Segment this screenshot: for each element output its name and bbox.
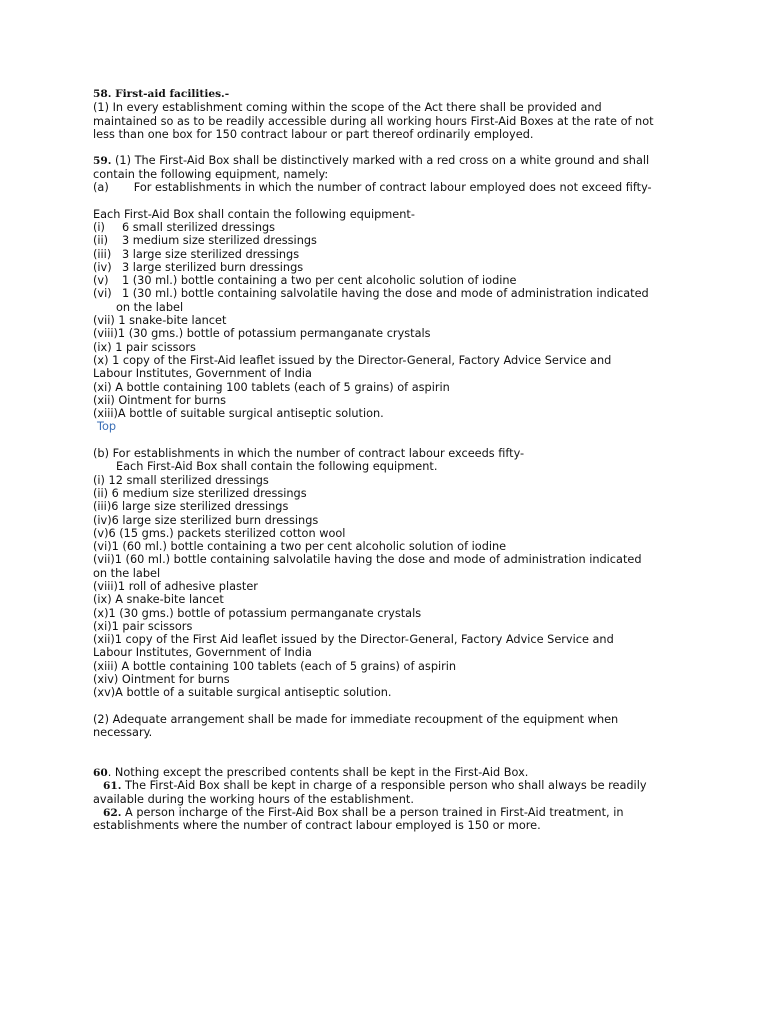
list-item (93, 248, 693, 261)
list-item-number: (iv) (93, 260, 112, 274)
section-58-title: 58. First-aid facilities.- (93, 88, 230, 100)
list-item-text: 1 (30 ml.) bottle containing a two per cent alcoholic solution of iodine (122, 274, 517, 288)
section-60-number: 60 (93, 767, 108, 780)
list-item: (xii)1 copy of the First Aid leaflet issued by the Director-General, Factory Advice Service and (93, 633, 614, 647)
list-item: (xiii)A bottle of suitable surgical antiseptic solution. (93, 407, 384, 421)
section-59-intro-line: contain the following equipment, namely: (93, 167, 329, 181)
section-59-number: 59. (93, 155, 112, 168)
list-item: (xiv) Ointment for burns (93, 673, 230, 687)
list-item: (xi)1 pair scissors (93, 619, 193, 633)
list-item: (xv)A bottle of a suitable surgical antiseptic solution. (93, 686, 392, 700)
list-item: (vi)1 (60 ml.) bottle containing a two per cent alcoholic solution of iodine (93, 540, 507, 554)
list-item: (ii) 6 medium size sterilized dressings (93, 486, 307, 500)
section-61-text: The First-Aid Box shall be kept in charge of a responsible person who shall always be readily (121, 779, 647, 793)
section-59-intro-text: (1) The First-Aid Box shall be distinctively marked with a red cross on a white ground and shall (111, 154, 650, 168)
list-item: (iv)6 large size sterilized burn dressings (93, 513, 319, 527)
list-item-number: (iii) (93, 247, 112, 261)
list-item: (viii)1 (30 gms.) bottle of potassium permanganate crystals (93, 327, 431, 341)
list-item-number: (v) (93, 274, 109, 288)
section-62-text: A person incharge of the First-Aid Box shall be a person trained in First-Aid treatment, in (121, 806, 624, 820)
list-item: (vii) 1 snake-bite lancet (93, 314, 227, 328)
section-60 (93, 766, 693, 779)
list-item-text: 6 small sterilized dressings (122, 220, 276, 234)
section-58-line: less than one box for 150 contract labour or part thereof ordinarily employed. (93, 127, 534, 141)
list-item-continuation: Labour Institutes, Government of India (93, 646, 312, 660)
list-item (93, 261, 693, 274)
list-item-text: 3 large size sterilized dressings (122, 247, 300, 261)
list-item-text: 1 (30 ml.) bottle containing salvolatile having the dose and mode of administration indicated (122, 287, 649, 301)
clause-a-text: For establishments in which the number of contract labour employed does not exceed fifty- (133, 181, 652, 195)
section-62 (93, 806, 693, 819)
list-item-continuation: Labour Institutes, Government of India (93, 367, 312, 381)
clause-b: (b) For establishments in which the number of contract labour exceeds fifty- (93, 447, 525, 461)
top-link[interactable]: Top (97, 420, 117, 434)
list-item: (xi) A bottle containing 100 tablets (each of 5 grains) of aspirin (93, 380, 450, 394)
section-61-number: 61. (103, 780, 122, 793)
list-item: (xii) Ointment for burns (93, 393, 227, 407)
clause-b-heading: Each First-Aid Box shall contain the following equipment. (116, 460, 438, 474)
list-item: (vii)1 (60 ml.) bottle containing salvolatile having the dose and mode of administration indicated (93, 553, 642, 567)
section-62-cont: establishments where the number of contract labour employed is 150 or more. (93, 819, 541, 833)
section-59-intro (93, 154, 693, 167)
section-58-line: maintained so as to be readily accessible during all working hours First-Aid Boxes at the rate of not (93, 114, 654, 128)
list-item: (v)6 (15 gms.) packets sterilized cotton wool (93, 526, 346, 540)
section-61-cont: available during the working hours of the establishment. (93, 792, 414, 806)
list-item (93, 287, 693, 300)
list-item (93, 274, 693, 287)
list-item-number: (i) (93, 220, 105, 234)
section-62-number: 62. (103, 807, 122, 820)
list-item-continuation: on the label (93, 566, 161, 580)
list-item (93, 221, 693, 234)
section-61 (93, 779, 693, 792)
section-58-line: (1) In every establishment coming within the scope of the Act there shall be provided and (93, 101, 602, 115)
list-item-number: (ii) (93, 234, 109, 248)
list-item: (iii)6 large size sterilized dressings (93, 500, 289, 514)
list-item-text: 3 medium size sterilized dressings (122, 234, 317, 248)
section-60-text: . Nothing except the prescribed contents shall be kept in the First-Aid Box. (107, 766, 529, 780)
section-59-para-2: (2) Adequate arrangement shall be made for immediate recoupment of the equipment when (93, 712, 619, 726)
list-item (93, 234, 693, 247)
clause-a-label: (a) (93, 181, 109, 195)
section-59-para-2: necessary. (93, 726, 153, 740)
list-item-number: (vi) (93, 287, 112, 301)
list-item: (ix) 1 pair scissors (93, 340, 196, 354)
list-item: (ix) A snake-bite lancet (93, 593, 224, 607)
list-item: (xiii) A bottle containing 100 tablets (each of 5 grains) of aspirin (93, 659, 457, 673)
list-item: (x)1 (30 gms.) bottle of potassium permanganate crystals (93, 606, 422, 620)
clause-a (93, 181, 693, 194)
list-item-continuation: on the label (116, 300, 184, 314)
list-item: (x) 1 copy of the First-Aid leaflet issued by the Director-General, Factory Advice Service and (93, 353, 612, 367)
list-item: (viii)1 roll of adhesive plaster (93, 579, 258, 593)
clause-a-heading: Each First-Aid Box shall contain the following equipment- (93, 207, 415, 221)
list-item: (i) 12 small sterilized dressings (93, 473, 269, 487)
document-body (93, 88, 693, 833)
list-item-text: 3 large sterilized burn dressings (122, 260, 304, 274)
